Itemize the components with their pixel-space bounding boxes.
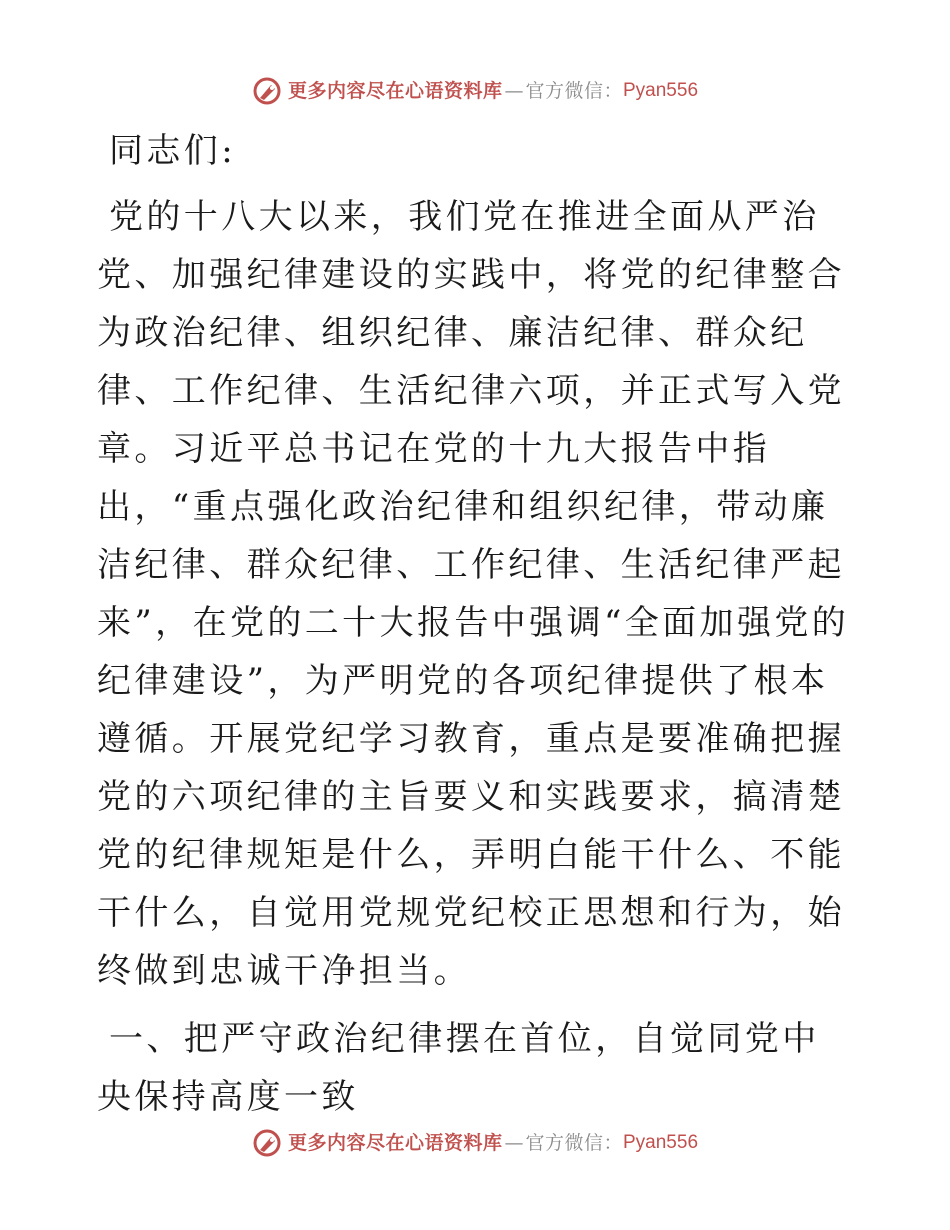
header-separator: — — [504, 80, 524, 102]
header-site-text: 更多内容尽在心语资料库 — [287, 80, 503, 102]
footer-banner — [0, 1128, 950, 1158]
footer-site-text: 更多内容尽在心语资料库 — [287, 1132, 503, 1154]
footer-separator: — — [504, 1132, 524, 1154]
header-wechat-label: 官方微信： — [525, 80, 623, 102]
paragraph-1: 党的十八大以来，我们党在推进全面从严治党、加强纪律建设的实践中，将党的纪律整合为政治纪律、组织纪律、廉洁纪律、群众纪律、工作纪律、生活纪律六项，并正式写入党章。习近平总书记在党的十九大报告中指出，“重点强化政治纪律和组织纪律，带动廉洁纪律、群众纪律、工作纪律、生活纪律严起来”，在党的二十大报告中强调“全面加强党的纪律建设”，为严明党的各项纪律提供了根本遵循。开展党纪学习教育，重点是要准确把握党的六项纪律的主旨要义和实践要求，搞清楚党的纪律规矩是什么，弄明白能干什么、不能干什么，自觉用党规党纪校正思想和行为，始终做到忠诚干净担当。 — [97, 197, 850, 991]
document-body — [97, 122, 852, 1126]
section-heading-1: 一、把严守政治纪律摆在首位，自觉同党中央保持高度一致 — [97, 1019, 820, 1117]
pen-nib-logo-icon — [252, 76, 282, 106]
footer-wechat-label: 官方微信： — [525, 1132, 623, 1154]
salutation: 同志们: — [109, 131, 237, 171]
footer-wechat-id: Pyan556 — [623, 1132, 699, 1153]
header-wechat-id: Pyan556 — [623, 80, 699, 101]
header-banner — [0, 76, 950, 106]
pen-nib-logo-icon — [252, 1128, 282, 1158]
